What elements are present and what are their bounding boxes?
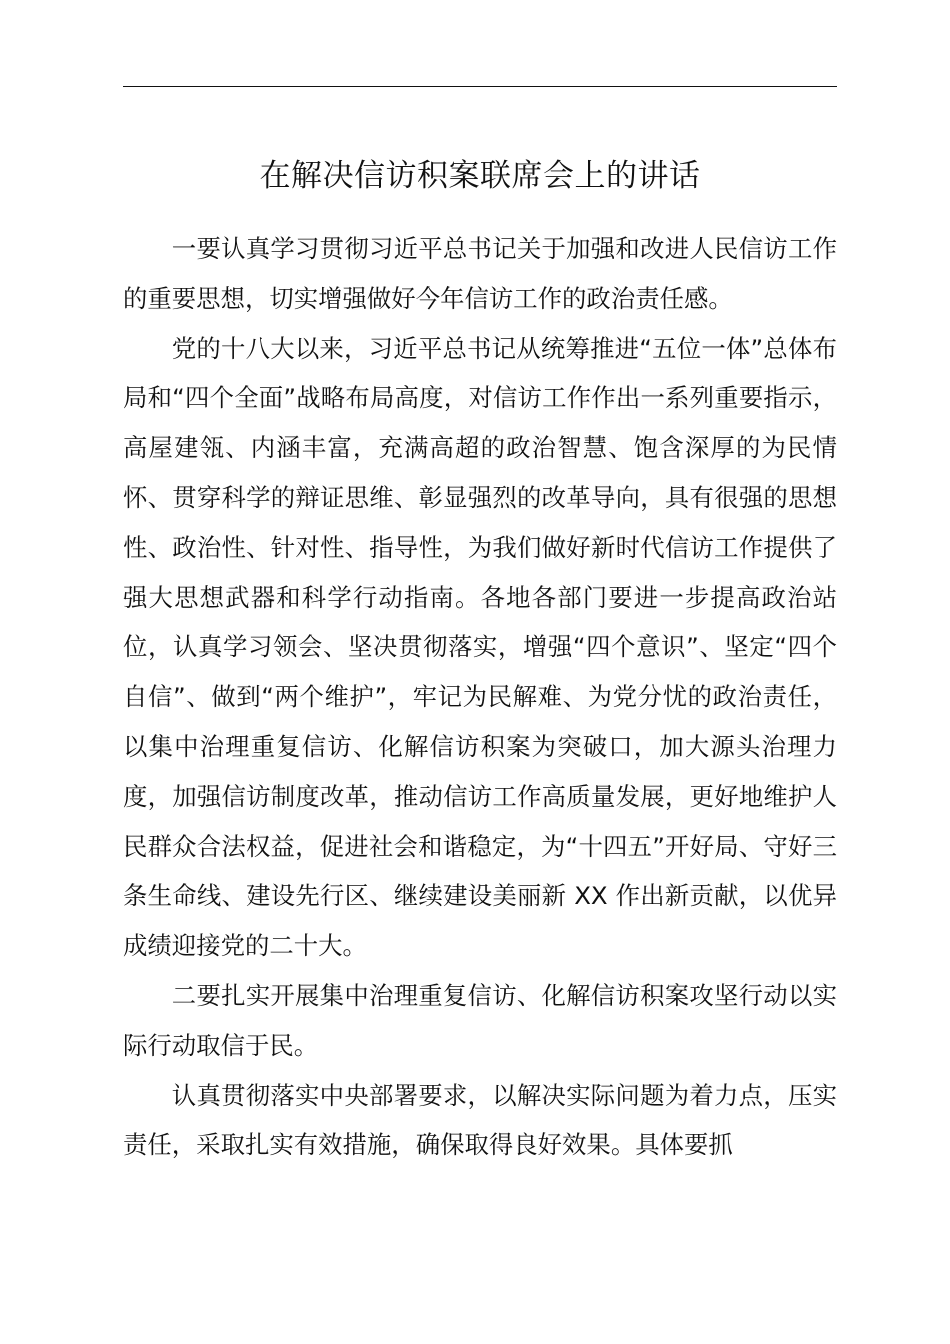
- paragraph: 二要扎实开展集中治理重复信访、化解信访积案攻坚行动以实际行动取信于民。: [123, 980, 837, 1060]
- document-title: 在解决信访积案联席会上的讲话: [259, 158, 701, 194]
- paragraph: 党的十八大以来，习近平总书记从统筹推进“五位一体”总体布局和“四个全面”战略布局高度，对信访工作作出一系列重要指示，高屋建瓴、内涵丰富，充满高超的政治智慧、饱含深厚的为民情怀、贯穿科学的辩证思维、彰显强烈的改革导向，具有很强的思想性、政治性、针对性、指导性，为我们做好新时代信访工作提供了强大思想武器和科学行动指南。各地各部门要进一步提高政治站位，认真学习领会、坚决贯彻落实，增强“四个意识”、坚定“四个自信”、做到“两个维护”，牢记为民解难、为党分忧的政治责任，以集中治理重复信访、化解信访积案为突破口，加大源头治理力度，加强信访制度改革，推动信访工作高质量发展，更好地维护人民群众合法权益，促进社会和谐稳定，为“十四五”开好局、守好三条生命线、建设先行区、继续建设美丽新 XX 作出新贡献，以优异成绩迎接党的二十大。: [123, 333, 837, 961]
- paragraph: 一要认真学习贯彻习近平总书记关于加强和改进人民信访工作的重要思想，切实增强做好今年信访工作的政治责任感。: [123, 234, 837, 313]
- paragraph: 认真贯彻落实中央部署要求，以解决实际问题为着力点，压实责任，采取扎实有效措施，确保取得良好效果。具体要抓: [123, 1080, 837, 1160]
- header-rule: [123, 86, 837, 87]
- document-body: [123, 224, 837, 1170]
